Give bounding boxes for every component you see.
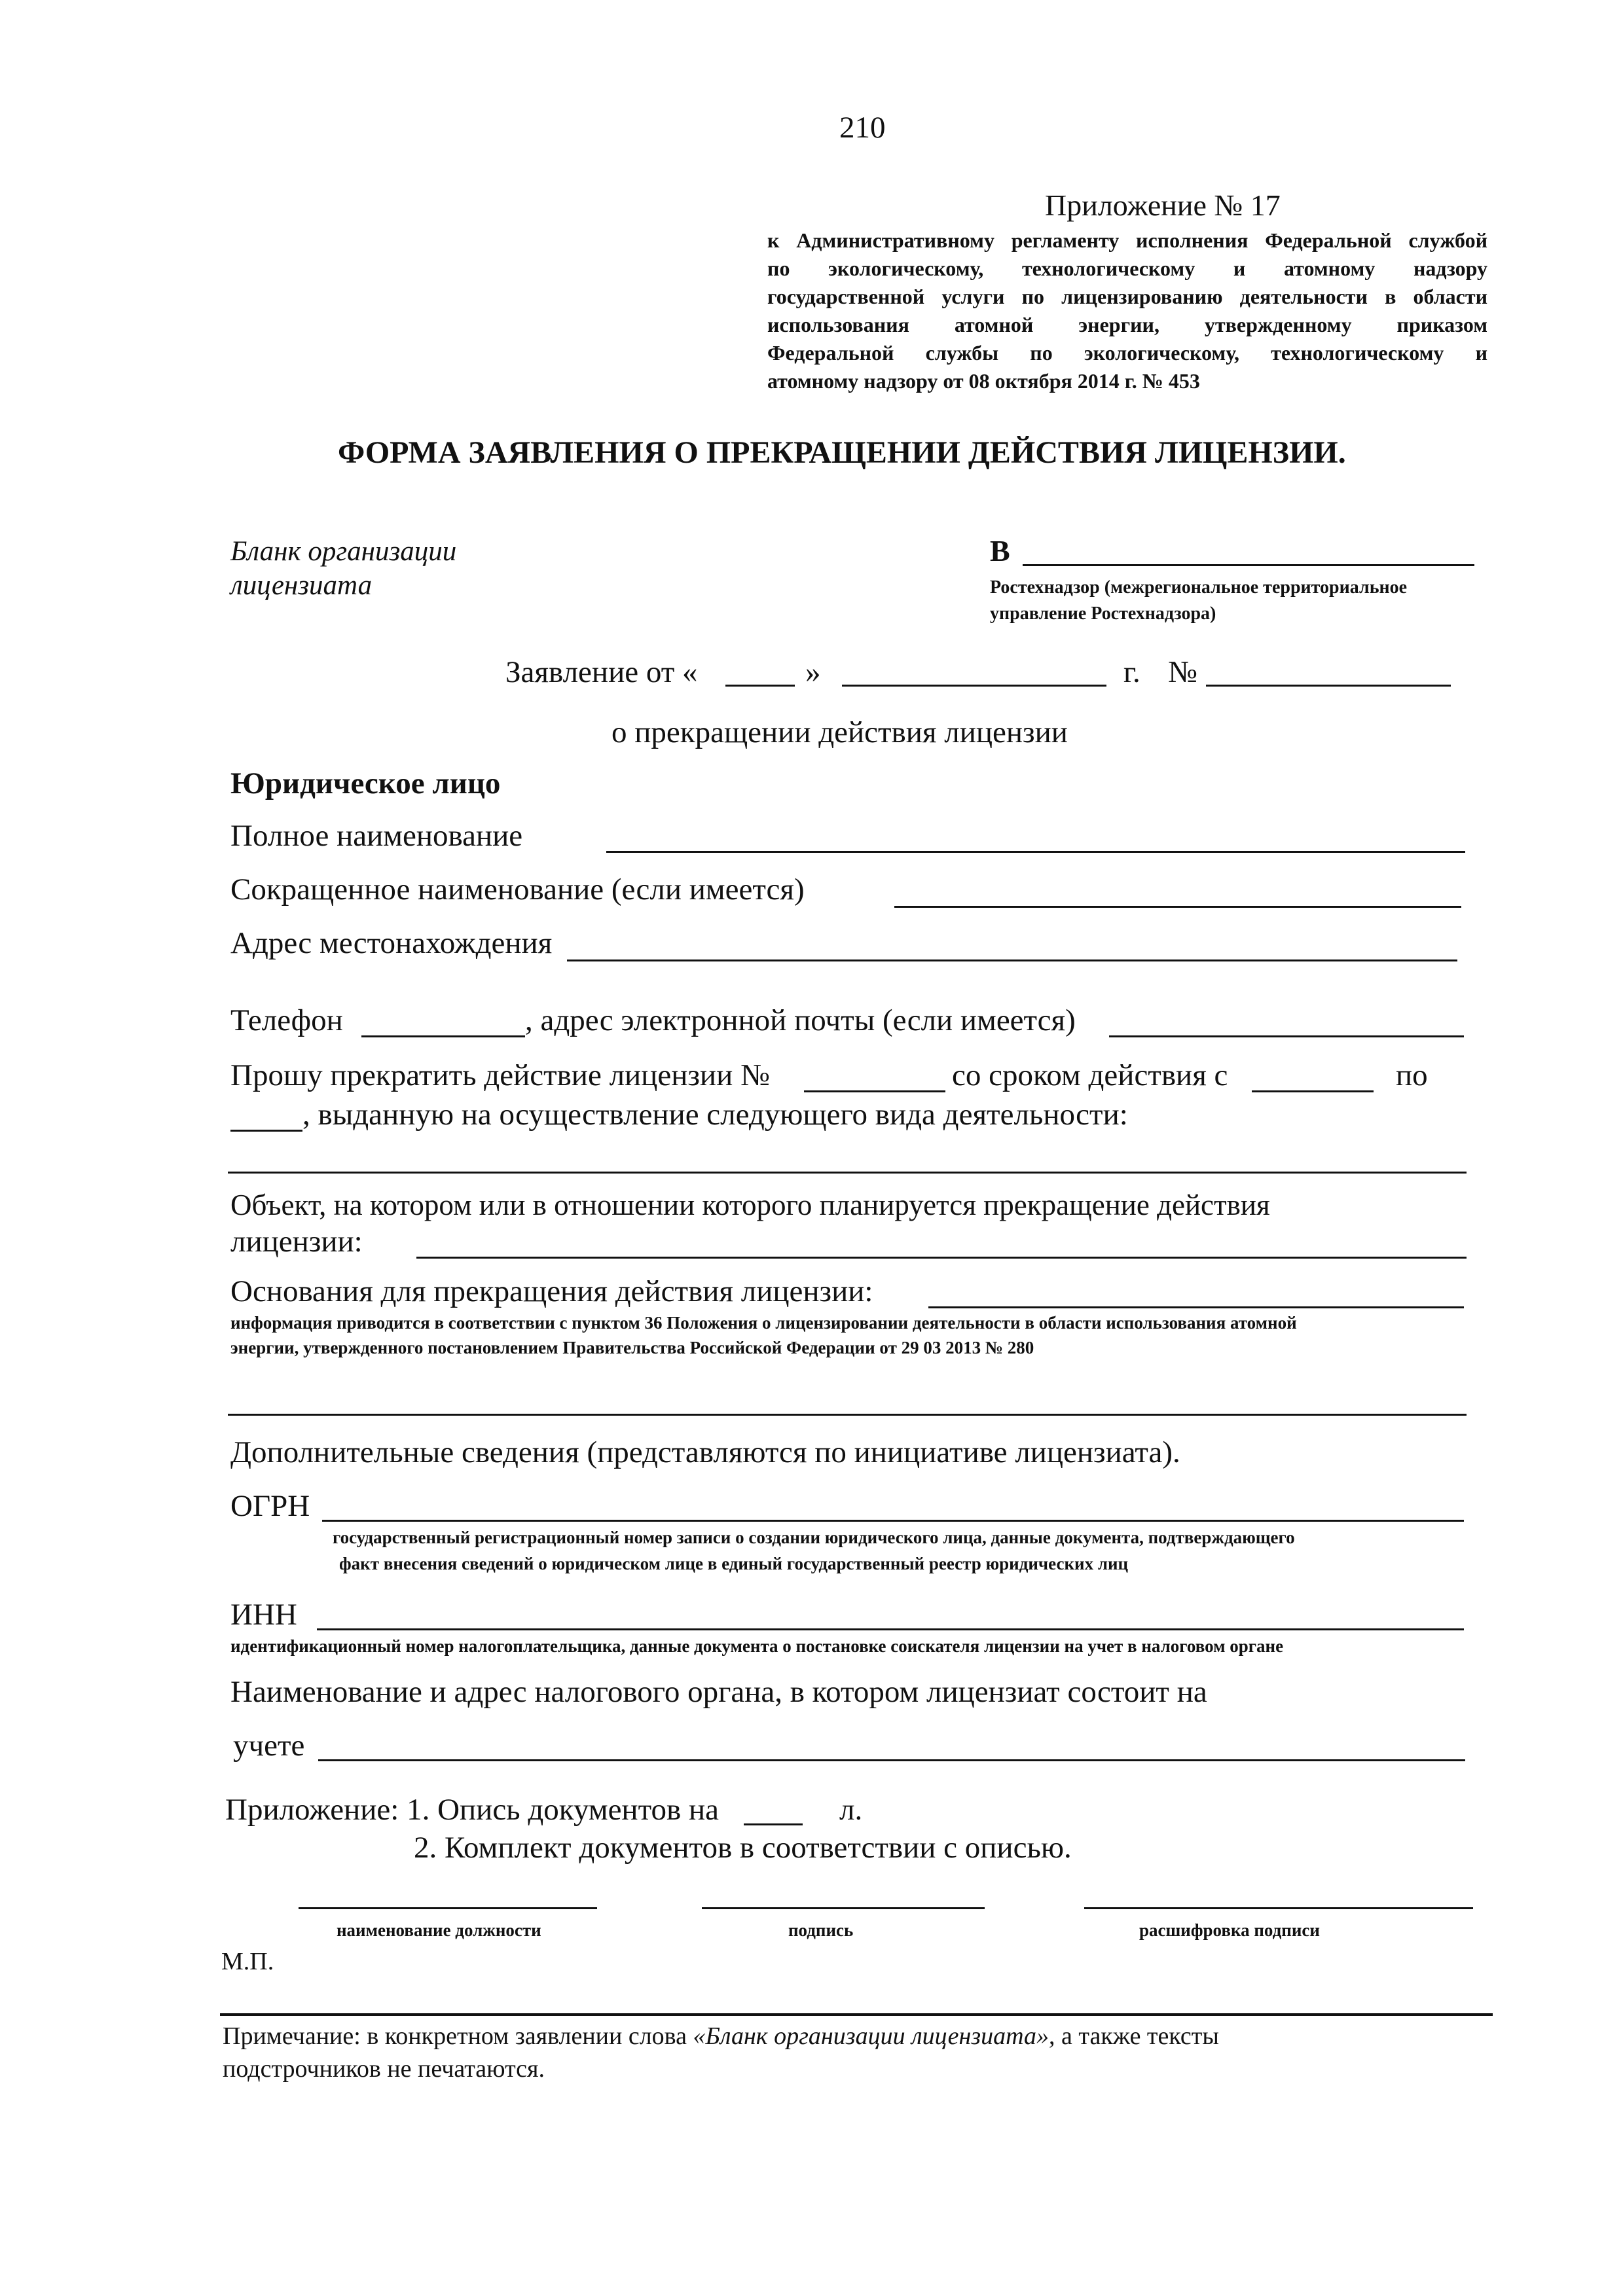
addressee-hint-2: управление Ростехнадзора) [990, 603, 1216, 624]
attachments-sheets: л. [839, 1793, 863, 1827]
grounds-field[interactable] [928, 1306, 1464, 1308]
phone-field[interactable] [361, 1035, 525, 1037]
inn-field[interactable] [317, 1628, 1464, 1630]
valid-to-field[interactable] [230, 1130, 302, 1132]
appendix-line: Федеральной службы по экологическому, технологическому и [767, 341, 1487, 365]
address-field[interactable] [567, 960, 1457, 961]
note-line-2: подстрочников не печатаются. [223, 2055, 545, 2083]
note-text-italic: «Бланк организации лицензиата» [693, 2022, 1049, 2050]
grounds-note-1: информация приводится в соответствии с пунктом 36 Положения о лицензировании деятельности в области использования атомной [230, 1313, 1297, 1333]
inn-note: идентификационный номер налогоплательщика, данные документа о постановке соискателя лицензии на учет в налоговом органе [230, 1636, 1284, 1656]
activity-field[interactable] [228, 1172, 1467, 1174]
legal-entity-heading: Юридическое лицо [230, 766, 501, 800]
note-text-b: , а также тексты [1049, 2022, 1219, 2050]
statement-label: Заявление от « [505, 655, 698, 689]
position-field[interactable] [299, 1907, 597, 1909]
full-name-label: Полное наименование [230, 819, 523, 853]
license-number-field[interactable] [804, 1090, 945, 1092]
page-number: 210 [839, 111, 886, 145]
request-text-4: , выданную на осуществление следующего вида деятельности: [302, 1098, 1128, 1132]
note-line-1 [223, 2022, 1219, 2051]
short-name-field[interactable] [894, 906, 1461, 908]
appendix-line: по экологическому, технологическому и атомному надзору [767, 257, 1487, 280]
address-label: Адрес местонахождения [230, 926, 553, 960]
object-field[interactable] [416, 1257, 1467, 1259]
attachments-item-2: 2. Комплект документов в соответствии с описью. [414, 1831, 1072, 1865]
statement-day-field[interactable] [725, 685, 795, 687]
inn-label: ИНН [230, 1598, 297, 1632]
signature-caption: подпись [788, 1920, 854, 1940]
object-text-2: лицензии: [230, 1225, 363, 1259]
position-caption: наименование должности [337, 1920, 541, 1940]
signature-field[interactable] [702, 1907, 985, 1909]
statement-number-field[interactable] [1206, 685, 1451, 687]
sheets-count-field[interactable] [744, 1823, 803, 1825]
decoding-field[interactable] [1084, 1907, 1473, 1909]
statement-month-field[interactable] [842, 685, 1106, 687]
ogrn-label: ОГРН [230, 1489, 310, 1523]
appendix-line: атомному надзору от 08 октября 2014 г. № 453 [767, 369, 1200, 393]
attachments-label: Приложение: 1. Опись документов на [225, 1793, 719, 1827]
form-title: ФОРМА ЗАЯВЛЕНИЯ О ПРЕКРАЩЕНИИ ДЕЙСТВИЯ ЛИЦЕНЗИИ. [338, 435, 1346, 470]
statement-quote-close: » [805, 655, 821, 689]
grounds-note-2: энергии, утвержденного постановлением Правительства Российской Федерации от 29 03 2013 № 280 [230, 1338, 1034, 1357]
letterhead-line-2: лицензиата [230, 570, 373, 601]
appendix-title: Приложение № 17 [1045, 188, 1281, 222]
full-name-field[interactable] [606, 851, 1465, 853]
phone-label: Телефон [230, 1003, 343, 1037]
grounds-extra-field[interactable] [228, 1414, 1467, 1416]
email-field[interactable] [1109, 1035, 1464, 1037]
request-text-1: Прошу прекратить действие лицензии № [230, 1058, 770, 1092]
grounds-label: Основания для прекращения действия лицензии: [230, 1274, 873, 1308]
valid-from-field[interactable] [1252, 1090, 1374, 1092]
addressee-prefix: В [990, 534, 1010, 567]
request-text-2: со сроком действия с [952, 1058, 1228, 1092]
appendix-line: к Административному регламенту исполнения Федеральной службой [767, 228, 1487, 252]
note-separator [220, 2013, 1493, 2016]
appendix-line: государственной услуги по лицензированию деятельности в области [767, 285, 1487, 308]
ogrn-field[interactable] [322, 1520, 1464, 1522]
short-name-label: Сокращенное наименование (если имеется) [230, 872, 805, 906]
decoding-caption: расшифровка подписи [1139, 1920, 1320, 1940]
note-text-a: Примечание: в конкретном заявлении слова [223, 2022, 687, 2050]
addressee-hint-1: Ростехнадзор (межрегиональное территориальное [990, 577, 1408, 598]
stamp-label: М.П. [221, 1948, 274, 1975]
email-label: , адрес электронной почты (если имеется) [525, 1003, 1076, 1037]
additional-heading: Дополнительные сведения (представляются по инициативе лицензиата). [230, 1435, 1180, 1469]
ogrn-note-2: факт внесения сведений о юридическом лице в единый государственный реестр юридических лиц [339, 1554, 1129, 1573]
statement-year-label: г. [1123, 655, 1140, 689]
request-text-3: по [1396, 1058, 1428, 1092]
letterhead-line-1: Бланк организации [230, 536, 457, 567]
addressee-field[interactable] [1023, 564, 1474, 566]
tax-authority-text: Наименование и адрес налогового органа, в котором лицензиат состоит на [230, 1675, 1207, 1709]
ogrn-note-1: государственный регистрационный номер записи о создании юридического лица, данные документа, подтверждающего [333, 1528, 1295, 1547]
object-text-1: Объект, на котором или в отношении которого планируется прекращение действия [230, 1189, 1270, 1221]
tax-authority-text-2: учете [233, 1729, 305, 1763]
tax-authority-field[interactable] [318, 1759, 1465, 1761]
statement-subject: о прекращении действия лицензии [611, 715, 1068, 749]
appendix-line: использования атомной энергии, утвержденному приказом [767, 313, 1487, 336]
statement-number-label: № [1168, 655, 1197, 689]
